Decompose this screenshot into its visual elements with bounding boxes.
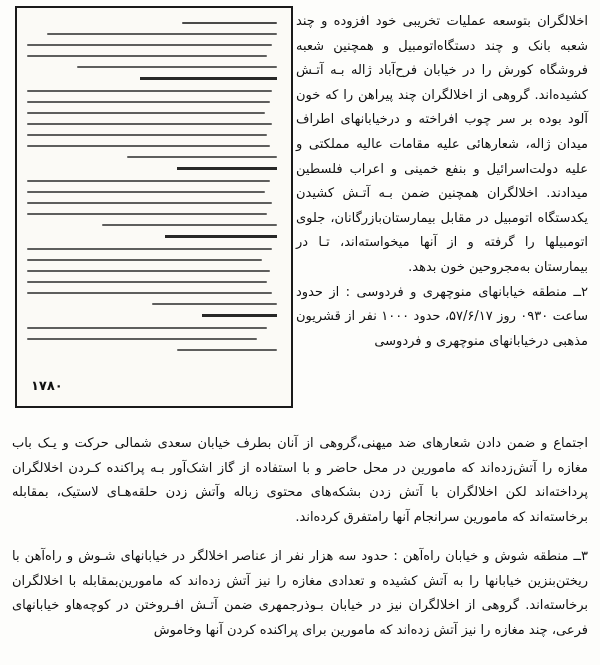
- inset-page-number: ۱۷۸۰: [31, 379, 63, 394]
- full-width-text-1: [12, 432, 588, 530]
- inset-document-image: [15, 6, 293, 408]
- paragraph-2-start: ۲ــ منطقه خیابانهای منوچهری و فردوسی : از حدود ساعت ۰۹۳۰ روز ۵۷/۶/۱۷، حدود ۱۰۰۰ نفر از قشریون مذهبی درخیابانهای منوچهری و فردوسی: [296, 284, 588, 349]
- paragraph-1: اخلالگران بتوسعه عملیات تخریبی خود افزوده و چند شعبه بانک و چند دستگاه‌اتومبیل و همچنین شعبه فروشگاه کورش را در خیابان فرح‌آباد ژاله بـه آتـش کشیده‌اند. گروهی از اخلالگران چند پیراهن را که خون آلود بوده بر سر چوب افراخته و درخیابانهای اطراف میدان ژاله، شعارهائی علیه مقامات عالیه مملکتی و علیه دولت‌اسرائیل و بنفع خمینی و اعراب فلسطین میدادند. اخلالگران همچنین ضمن بـه آتـش کشیدن یکدستگاه اتومبیل در مقابل بیمارستان‌بازرگانان، جلوی اتومبیلها را گرفته و از آنها میخواسته‌اند، تـا در بیمارستان به‌مجروحین خون بدهد.: [296, 14, 588, 275]
- paragraph-3: ۳ــ منطقه شوش و خیابان راه‌آهن : حدود سه هزار نفر از عناصر اخلالگر در خیابانهای شـوش و راه‌آهن با ریختن‌بنزین خیابانها را به آتش کشیده و تعدادی مغازه را نیز آتش زده‌اند که مامورین‌بمقابله با اخلالگران برخاسته‌اند. گروهی از اخلالگران نیز در خیابان بـوذرجمهری ضمن آتـش افـروختن در کوچه‌هاو خیابانهای فرعی، چند مغازه را نیز آتش زده‌اند که مامورین برای پراکنده کردن آنها وخاموش: [12, 549, 588, 638]
- paragraph-2-continued: اجتماع و ضمن دادن شعارهای ضد میهنی،گروهی از آنان بطرف خیابان سعدی شمالی حرکت و یـک باب مغازه را آتش‌زده‌اند که مامورین در محل حاضر و با استفاده از گاز اشک‌آور بـه پراکنده کـردن اخلالگران پرداخته‌اند لکن اخلالگران با آتش زدن بشکه‌های محتوی زباله وآتش زدن حلقه‌هـای لاستیک، بمقابله برخاسته‌اند که مامورین سرانجام آنها رامتفرق کرده‌اند.: [12, 436, 588, 525]
- inset-text-block: [27, 16, 277, 376]
- full-width-text-2: [12, 545, 588, 643]
- right-column-text: [296, 10, 588, 354]
